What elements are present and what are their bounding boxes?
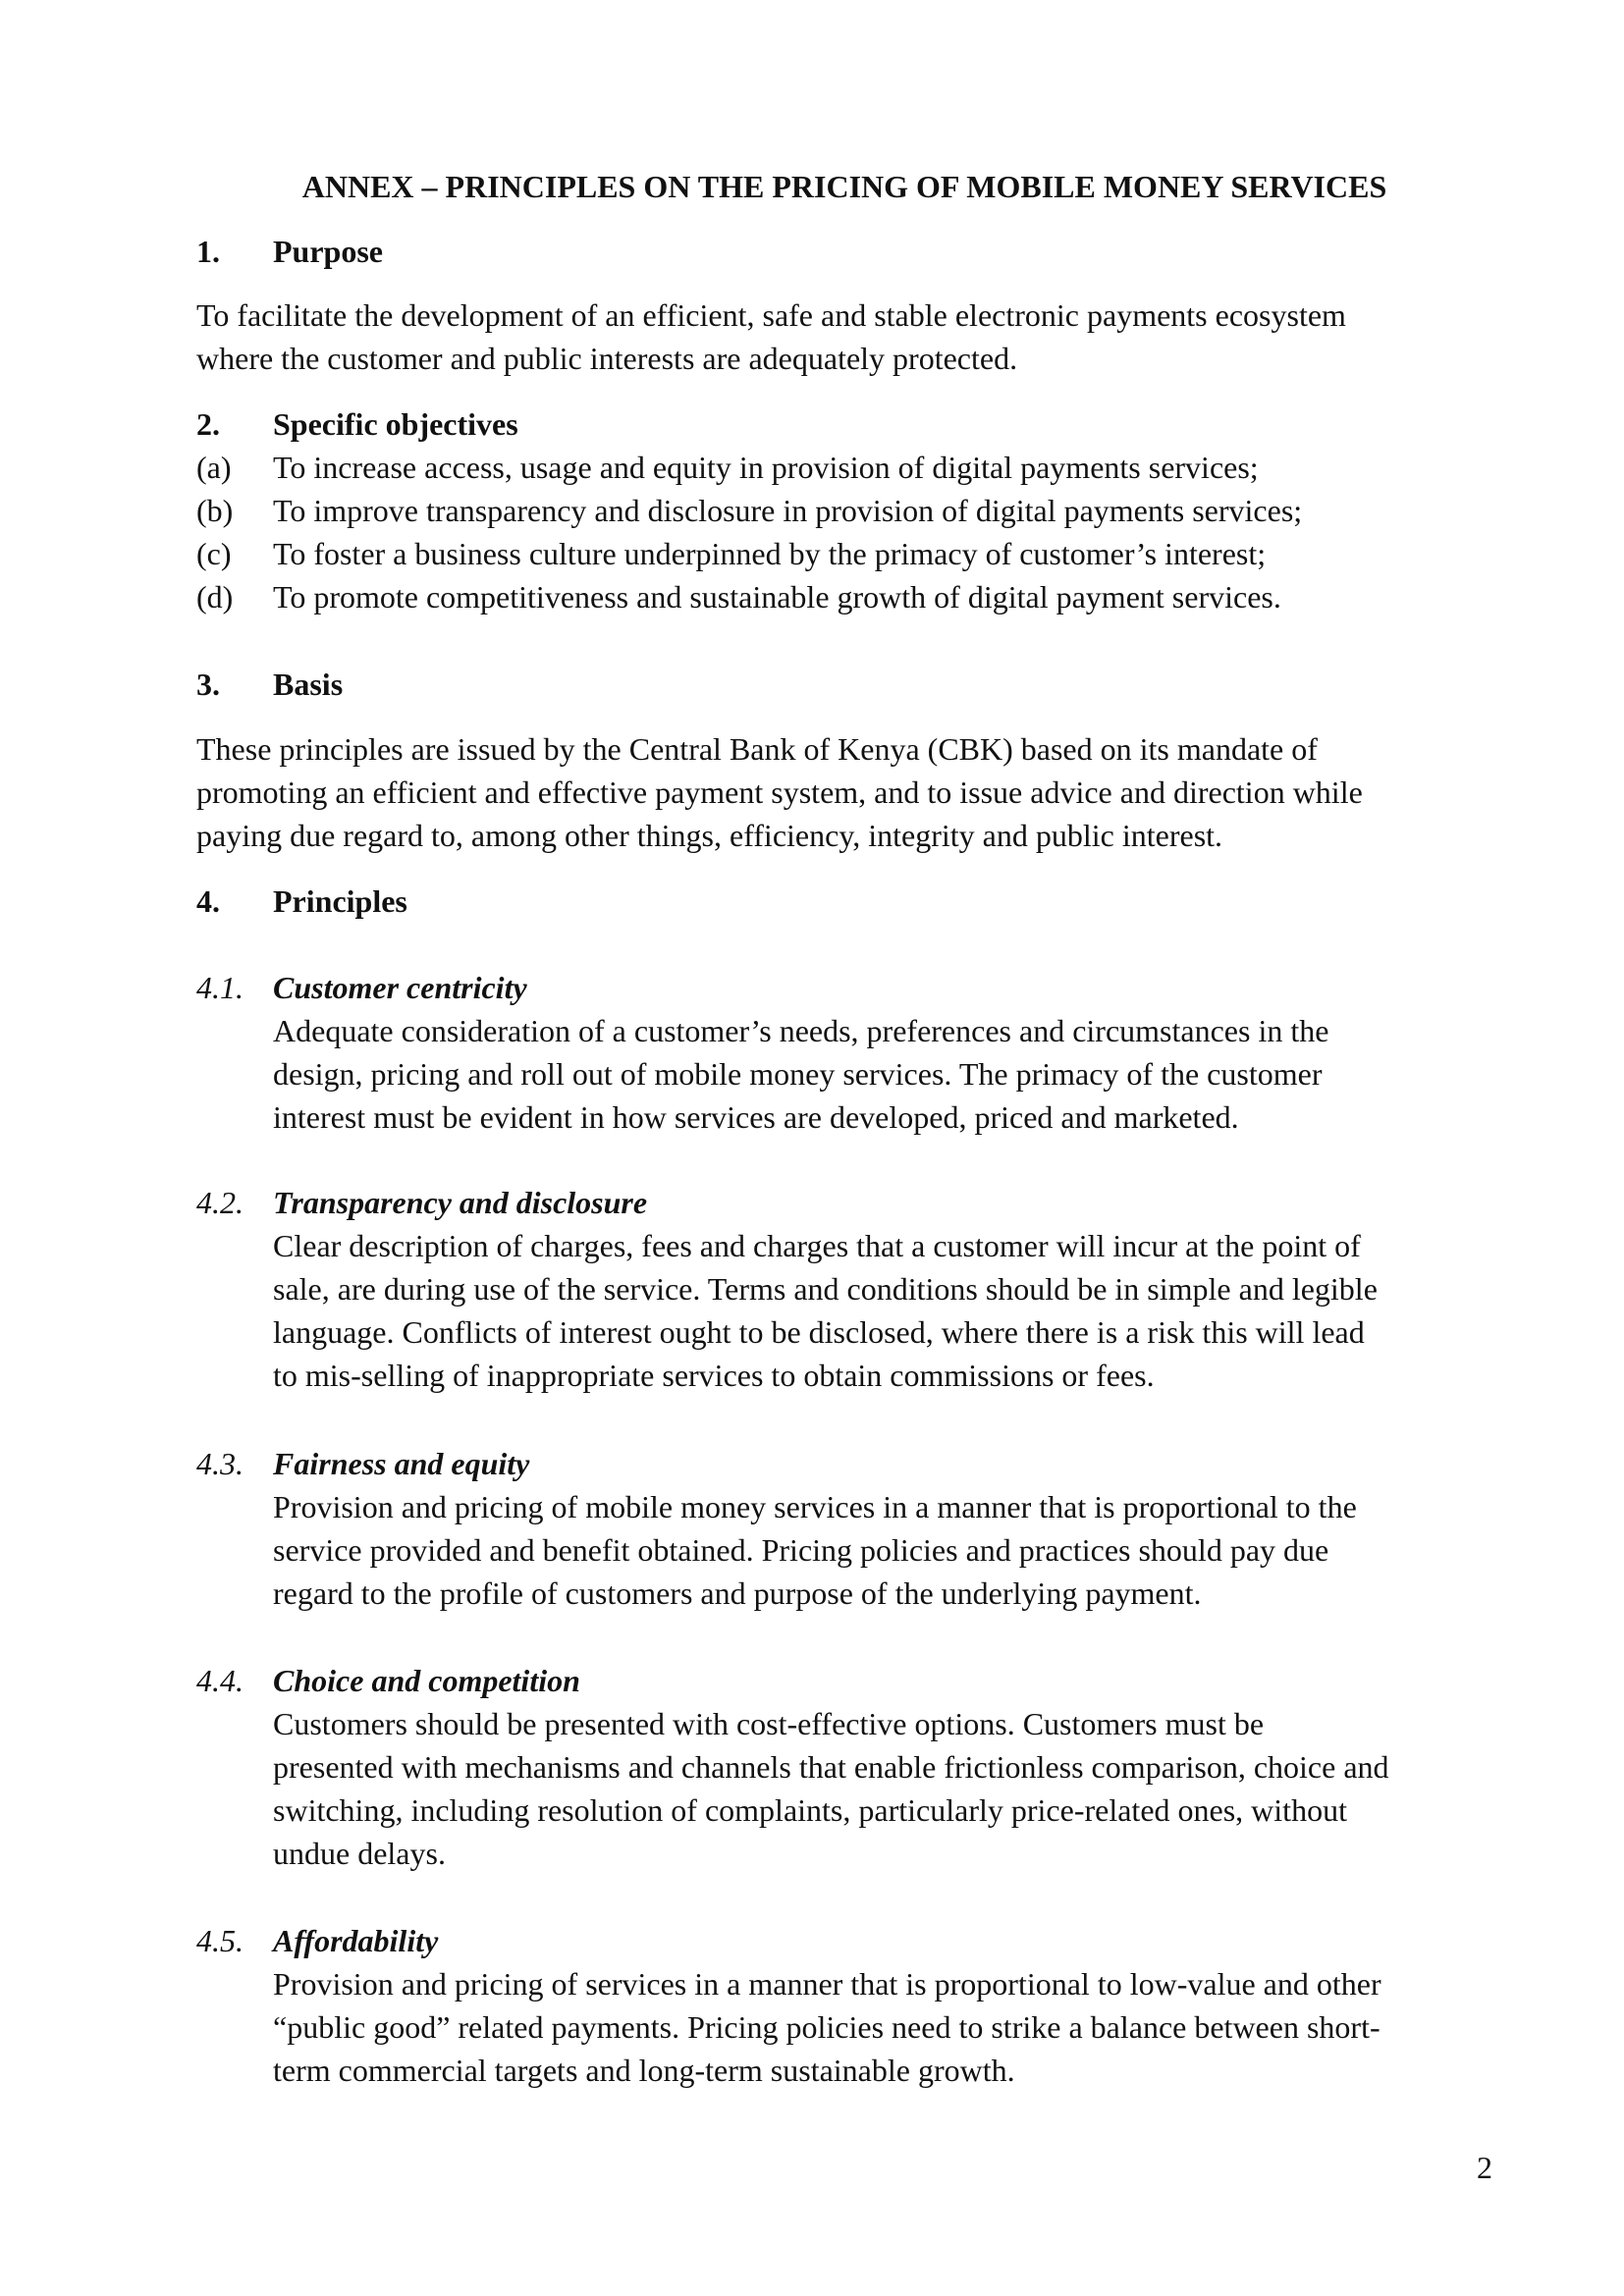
principle-transparency	[196, 1181, 1492, 1397]
principle-affordability	[196, 1919, 1492, 2092]
paragraph-line: where the customer and public interests are adequately protected.	[196, 341, 1018, 376]
paragraph-line: promoting an efficient and effective payment system, and to issue advice and direction while	[196, 774, 1363, 810]
paragraph-line: Clear description of charges, fees and charges that a customer will incur at the point of	[273, 1228, 1361, 1263]
paragraph-line: Provision and pricing of mobile money services in a manner that is proportional to the	[273, 1489, 1357, 1524]
list-label: (a)	[196, 450, 232, 485]
principle-choice	[196, 1659, 1492, 1875]
principle-number: 4.5.	[196, 1923, 244, 1958]
principle-heading	[196, 1442, 1492, 1485]
paragraph-line: language. Conflicts of interest ought to be disclosed, where there is a risk this will lead	[273, 1314, 1365, 1350]
principle-title: Customer centricity	[273, 970, 527, 1005]
list-label: (c)	[196, 536, 232, 571]
principle-number: 4.2.	[196, 1185, 244, 1220]
paragraph-line: These principles are issued by the Central Bank of Kenya (CBK) based on its mandate of	[196, 731, 1318, 767]
list-item	[196, 575, 1492, 618]
list-item	[196, 446, 1492, 489]
page-number: 2	[1477, 2150, 1492, 2185]
paragraph-line: undue delays.	[273, 1836, 446, 1871]
paragraph-line: Customers should be presented with cost-effective options. Customers must be	[273, 1706, 1265, 1741]
list-label: (d)	[196, 579, 234, 614]
list-item	[196, 532, 1492, 575]
principle-text	[196, 1962, 1492, 2092]
principle-title: Fairness and equity	[273, 1446, 530, 1481]
section-principles	[196, 880, 1492, 923]
paragraph-line: Provision and pricing of services in a manner that is proportional to low-value and other	[273, 1966, 1381, 2002]
section-title: Basis	[273, 667, 344, 702]
basis-text	[196, 727, 1492, 857]
section-heading	[196, 230, 1492, 273]
paragraph-line: presented with mechanisms and channels that enable frictionless comparison, choice and	[273, 1749, 1389, 1785]
section-number: 3.	[196, 667, 220, 702]
paragraph-line: design, pricing and roll out of mobile money services. The primacy of the customer	[273, 1056, 1323, 1092]
paragraph-line: to mis-selling of inappropriate services to obtain commissions or fees.	[273, 1358, 1155, 1393]
paragraph-line: paying due regard to, among other things, efficiency, integrity and public interest.	[196, 818, 1223, 853]
principle-text	[196, 1009, 1492, 1139]
section-heading	[196, 663, 1492, 706]
principle-number: 4.1.	[196, 970, 244, 1005]
section-title: Purpose	[273, 234, 383, 269]
principle-text	[196, 1702, 1492, 1875]
paragraph-line: “public good” related payments. Pricing policies need to strike a balance between short-	[273, 2009, 1380, 2045]
principle-customer-centricity	[196, 966, 1492, 1139]
principle-heading	[196, 1659, 1492, 1702]
paragraph-line: regard to the profile of customers and purpose of the underlying payment.	[273, 1575, 1202, 1611]
paragraph-line: To facilitate the development of an efficient, safe and stable electronic payments ecosystem	[196, 297, 1346, 333]
paragraph-line: interest must be evident in how services are developed, priced and marketed.	[273, 1099, 1239, 1135]
list-label: (b)	[196, 493, 234, 528]
list-text: To foster a business culture underpinned by the primacy of customer’s interest;	[273, 536, 1267, 571]
principle-heading	[196, 1181, 1492, 1224]
list-text: To increase access, usage and equity in provision of digital payments services;	[273, 450, 1259, 485]
paragraph-line: switching, including resolution of complaints, particularly price-related ones, without	[273, 1792, 1347, 1828]
section-objectives	[196, 402, 1492, 618]
principle-heading	[196, 966, 1492, 1009]
section-number: 1.	[196, 234, 220, 269]
list-text: To improve transparency and disclosure in provision of digital payments services;	[273, 493, 1303, 528]
principle-text	[196, 1224, 1492, 1397]
principle-fairness	[196, 1442, 1492, 1615]
principle-title: Transparency and disclosure	[273, 1185, 648, 1220]
section-heading	[196, 402, 1492, 446]
principle-number: 4.4.	[196, 1663, 244, 1698]
section-title: Principles	[273, 883, 407, 919]
principle-title: Affordability	[273, 1923, 439, 1958]
section-title: Specific objectives	[273, 406, 518, 442]
paragraph-line: service provided and benefit obtained. Pricing policies and practices should pay due	[273, 1532, 1329, 1568]
principle-title: Choice and competition	[273, 1663, 580, 1698]
list-text: To promote competitiveness and sustainable growth of digital payment services.	[273, 579, 1281, 614]
paragraph-line: sale, are during use of the service. Terms and conditions should be in simple and legible	[273, 1271, 1378, 1307]
list-item	[196, 489, 1492, 532]
section-basis	[196, 663, 1492, 706]
section-purpose	[196, 230, 1492, 273]
purpose-text	[196, 294, 1492, 380]
principle-number: 4.3.	[196, 1446, 244, 1481]
section-number: 4.	[196, 883, 220, 919]
principle-heading	[196, 1919, 1492, 1962]
page-title: ANNEX – PRINCIPLES ON THE PRICING OF MOBILE MONEY SERVICES	[301, 169, 1387, 204]
paragraph-line: term commercial targets and long-term sustainable growth.	[273, 2053, 1015, 2088]
section-heading	[196, 880, 1492, 923]
paragraph-line: Adequate consideration of a customer’s needs, preferences and circumstances in the	[273, 1013, 1329, 1048]
principle-text	[196, 1485, 1492, 1615]
section-number: 2.	[196, 406, 220, 442]
